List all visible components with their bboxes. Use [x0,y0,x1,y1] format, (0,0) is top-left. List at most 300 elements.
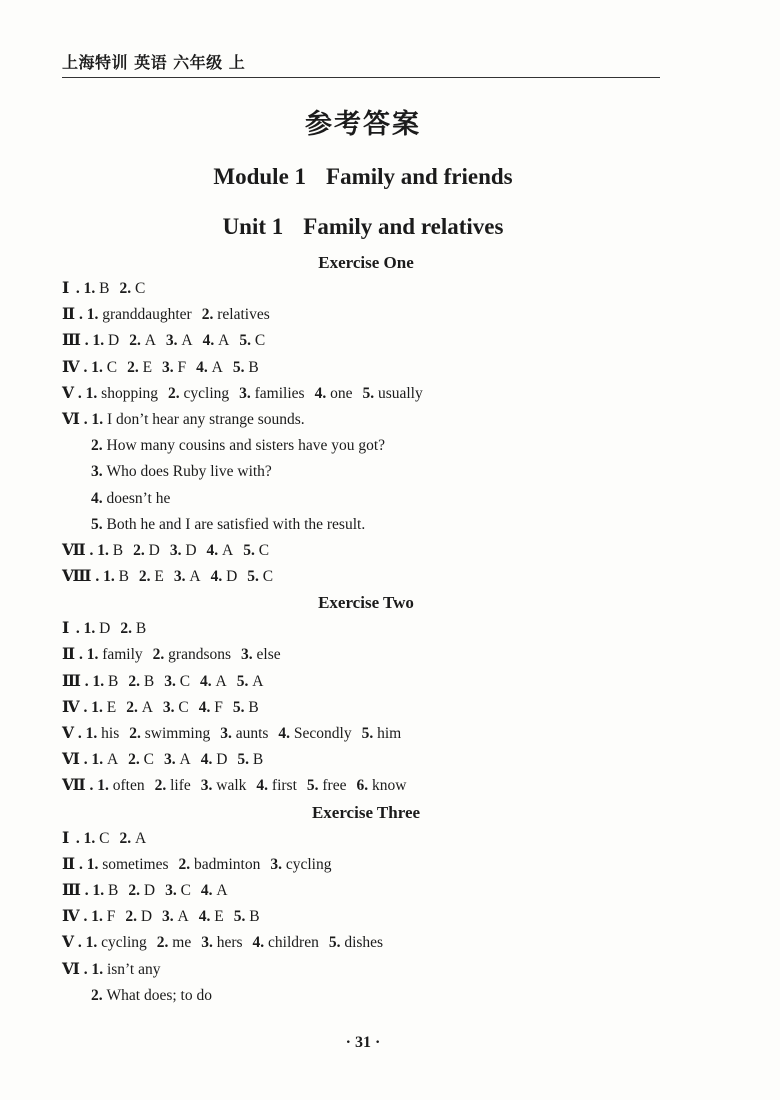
answer-line [62,983,702,1009]
answer-item: 3. C [165,881,191,899]
question-number: 1 [92,881,101,899]
answer-text: A [252,672,264,690]
answer-text: hers [216,934,243,952]
question-number: 5 [306,777,315,795]
answer-item: 2. D [128,881,156,899]
answer-text: life [170,777,191,795]
question-number: 3 [162,908,170,926]
answer-text: E [154,568,164,586]
answer-text: D [185,541,197,559]
answer-item: 4. A [206,541,234,559]
section-numeral: Ⅴ [62,384,75,402]
section-numeral: Ⅲ [62,881,81,899]
answer-item: 1. E [91,698,117,716]
answer-item: 5. free [306,777,347,795]
answer-text: A [106,751,119,769]
answer-item: 2. E [138,568,164,586]
answer-text: A [211,358,223,376]
question-number: 5 [239,332,248,350]
section-numeral: Ⅵ [62,960,80,978]
question-number: 2 [129,332,137,350]
answer-item: 3. A [165,332,193,350]
answer-text: C [262,568,274,586]
question-number: 4 [198,908,207,926]
running-header: 上海特训 英语 六年级 上 [62,50,660,78]
answer-line [62,433,702,459]
answer-item: 2. A [129,332,156,350]
answer-line: Ⅵ . 1. I don’t hear any strange sounds. [62,407,702,433]
question-number: 2 [91,437,99,455]
question-number: 3 [169,541,178,559]
question-number: 5 [232,698,241,716]
answer-item: 5. C [243,541,270,559]
unit-heading [0,214,726,240]
answer-line: Ⅵ . 1. isn’t any [62,957,702,983]
answer-item: 1. I don’t hear any strange sounds. [91,410,305,428]
question-number: 1 [92,332,101,350]
answer-text: A [179,751,191,769]
question-number: 2 [168,384,176,402]
answer-item: 5. him [361,725,402,742]
answer-text: cycling [285,855,332,873]
answer-item: 3. families [239,384,305,402]
question-number: 2 [156,934,165,952]
page-number: · 31 · [345,1034,381,1051]
question-number: 5 [91,515,99,533]
question-number: 2 [154,777,163,795]
question-number: 2 [152,646,161,664]
question-number: 2 [119,280,128,297]
exercise-title: Exercise Two [318,593,414,613]
answer-text: first [271,777,297,795]
answer-line: Ⅳ . 1. F 2. D 3. A 4. E 5. B [62,904,702,930]
question-number: 2 [201,306,210,324]
section-numeral: Ⅳ [62,698,80,716]
question-number: 2 [119,829,128,847]
question-number: 1 [91,960,100,978]
unit-label: Unit 1 [222,214,284,239]
answer-text: How many cousins and sisters have you got? [106,437,386,455]
answer-item: 3. D [169,541,197,559]
question-number: 1 [91,410,100,428]
question-number: 1 [86,306,95,324]
answer-text: C [178,698,189,716]
section-numeral: Ⅰ [62,829,70,847]
question-number: 3 [220,725,228,742]
answer-text: A [222,541,234,559]
answer-text: Who does Ruby live with? [106,463,272,481]
answer-item: 5. C [247,568,274,586]
answer-item: 1. B [103,568,129,586]
answer-text: family [102,646,143,664]
answer-text: D [108,332,120,350]
question-number: 1 [97,541,106,559]
answer-item: 4. D [210,568,238,586]
answer-text: Both he and I are satisfied with the result. [106,515,366,533]
answer-item: 5. C [239,332,266,350]
question-number: 5 [362,384,371,402]
answer-text: A [141,698,153,716]
question-number: 3 [201,934,209,952]
answer-item: 2. B [128,672,155,690]
question-number: 5 [328,934,337,952]
answer-line: Ⅰ . 1. C 2. A [62,826,702,852]
answer-text: isn’t any [106,960,161,978]
answer-item: 1. C [91,358,118,376]
answer-item: 5. A [236,672,264,690]
question-number: 1 [91,358,99,376]
answer-item: 4. A [200,672,227,690]
answer-item: 2. D [133,541,160,559]
answer-item: 1. D [92,332,120,350]
section-numeral: Ⅰ [62,620,70,638]
answer-text: A [218,332,230,350]
answer-text: D [140,908,153,926]
answer-item: 4. one [314,384,353,402]
answer-line: Ⅱ . 1. sometimes 2. badminton 3. cycling [62,852,702,878]
answer-item: 2. C [128,751,154,769]
question-number: 2 [133,541,141,559]
question-number: 4 [200,672,208,690]
answer-line [62,459,702,485]
answer-item: 3. aunts [220,725,269,742]
answer-item: 2. How many cousins and sisters have you got? [91,437,386,455]
answer-item: 5. dishes [328,934,384,952]
answer-text: usually [377,384,423,402]
answer-item: 1. often [97,777,145,795]
answer-item: 4. children [252,934,319,952]
answer-text: F [177,358,187,376]
answer-text: him [377,725,402,742]
answer-text: F [106,908,116,926]
answer-item: 1. isn’t any [91,960,161,978]
answer-text: aunts [235,725,269,742]
answer-item: 1. B [92,881,119,899]
answer-item: 3. C [162,698,189,716]
answer-text: C [258,541,270,559]
answer-text: F [214,698,223,716]
answer-item: 5. B [232,358,259,376]
question-number: 2 [128,881,137,899]
answer-text: swimming [144,725,211,742]
answer-text: B [249,908,260,926]
question-number: 3 [164,672,172,690]
answer-line: Ⅲ . 1. D 2. A 3. A 4. A 5. C [62,328,702,354]
question-number: 1 [91,908,99,926]
question-number: 4 [198,698,207,716]
question-number: 5 [236,672,245,690]
answer-line [62,512,702,538]
answer-text: E [106,698,117,716]
section-numeral: Ⅶ [62,777,86,795]
question-number: 4 [206,541,215,559]
answer-text: cycling [101,934,147,952]
answer-line: Ⅱ . 1. granddaughter 2. relatives [62,302,702,328]
answer-text: often [112,777,145,795]
question-number: 3 [173,568,182,586]
answer-line: Ⅴ . 1. cycling 2. me 3. hers 4. children 5. dishes [62,930,702,956]
answer-item: 1. shopping [85,384,158,402]
question-number: 1 [86,646,95,664]
answer-item: 3. A [164,751,191,769]
answer-text: What does; to do [106,986,212,1004]
module-heading [0,164,726,190]
answer-line: Ⅷ . 1. B 2. E 3. A 4. D 5. C [62,564,702,590]
answer-item: 3. Who does Ruby live with? [91,463,272,481]
question-number: 3 [91,463,99,481]
answer-item: 3. cycling [270,855,332,873]
answer-text: B [248,698,259,716]
answer-text: C [134,280,146,297]
answer-text: B [135,620,147,638]
answer-item: 2. me [156,934,192,952]
answer-text: relatives [217,306,270,324]
answer-text: C [254,332,266,350]
answer-item: 3. F [162,358,187,376]
section-numeral: Ⅴ [62,725,75,742]
answer-line: Ⅲ . 1. B 2. B 3. C 4. A 5. A [62,669,702,695]
question-number: 6 [356,777,365,795]
answer-item: 4. A [196,358,223,376]
answer-text: else [256,646,281,664]
answer-item: 5. usually [362,384,423,402]
question-number: 1 [85,725,94,742]
question-number: 1 [91,751,100,769]
section-numeral: Ⅱ [62,646,76,664]
question-number: 3 [165,332,174,350]
question-number: 1 [91,698,99,716]
answer-item: 1. cycling [85,934,147,952]
answer-text: C [143,751,154,769]
answer-line: Ⅴ . 1. his 2. swimming 3. aunts 4. Secondly 5. him [62,721,702,747]
answer-text: B [108,672,119,690]
question-number: 4 [210,568,219,586]
answer-text: dishes [344,934,384,952]
question-number: 1 [85,934,94,952]
answer-text: E [142,358,153,376]
answer-item: 2. cycling [168,384,230,402]
answer-line: Ⅰ . 1. D 2. B [62,616,702,642]
page-title: 参考答案 [305,109,421,140]
answer-text: A [177,908,189,926]
section-numeral: Ⅳ [62,358,80,376]
section-numeral: Ⅵ [62,751,80,769]
section-numeral: Ⅱ [62,306,76,324]
answer-item: 2. badminton [178,855,261,873]
answer-text: walk [216,777,247,795]
question-number: 4 [200,751,209,769]
exercise-title: Exercise One [318,253,414,272]
answer-text: B [108,881,119,899]
question-number: 3 [162,698,171,716]
question-number: 4 [196,358,204,376]
answer-text: D [143,881,156,899]
answer-item: 2. D [125,908,153,926]
answer-text: A [216,881,228,899]
answer-text: Secondly [293,725,352,742]
question-number: 4 [200,881,209,899]
answer-text: me [172,934,192,952]
question-number: 2 [178,855,187,873]
section-numeral: Ⅰ [62,280,70,297]
question-number: 3 [165,881,173,899]
question-number: 4 [202,332,211,350]
answer-line: Ⅳ . 1. E 2. A 3. C 4. F 5. B [62,695,702,721]
answer-text: free [322,777,347,795]
answer-item: 1. B [92,672,119,690]
answer-text: sometimes [102,855,169,873]
answer-item: 2. E [127,358,153,376]
answer-item: 4. F [198,698,223,716]
question-number: 1 [85,384,94,402]
answer-text: families [254,384,305,402]
answer-text: C [180,881,191,899]
question-number: 3 [241,646,249,664]
answer-text: D [99,620,111,638]
section-numeral: Ⅷ [62,568,92,586]
question-number: 2 [91,986,99,1004]
answer-item: 3. walk [200,777,247,795]
section-numeral: Ⅱ [62,855,76,873]
question-number: 1 [92,672,101,690]
answer-text: children [268,934,319,952]
question-number: 1 [83,620,92,638]
answer-item: 4. first [256,777,297,795]
answer-text: I don’t hear any strange sounds. [106,410,305,428]
answer-text: B [252,751,264,769]
question-number: 5 [243,541,251,559]
answer-item: 4. E [198,908,224,926]
answer-text: doesn’t he [106,489,171,507]
question-number: 1 [83,280,92,297]
question-number: 5 [233,908,242,926]
question-number: 2 [128,751,136,769]
answer-item: 1. D [83,620,111,638]
answer-text: E [214,908,224,926]
answer-item: 5. B [237,751,264,769]
answer-item: 3. else [241,646,281,664]
answer-text: one [330,384,353,402]
answer-item: 2. B [120,620,147,638]
answer-text: A [134,829,147,847]
answer-item: 1. A [91,751,119,769]
answer-item: 4. A [200,881,228,899]
answer-line: Ⅱ . 1. family 2. grandsons 3. else [62,642,702,668]
answer-text: D [216,751,228,769]
question-number: 1 [86,855,95,873]
answer-item: 6. know [356,777,407,795]
answer-item: 1. F [91,908,116,926]
question-number: 2 [127,358,135,376]
answer-item: 1. sometimes [86,855,169,873]
answer-content [62,250,702,1009]
section-numeral: Ⅴ [62,934,75,952]
question-number: 2 [120,620,129,638]
answer-item: 2. life [154,777,191,795]
section-numeral: Ⅶ [62,541,86,559]
unit-name: Family and relatives [303,214,504,239]
question-number: 5 [237,751,246,769]
answer-line: Ⅵ . 1. A 2. C 3. A 4. D 5. B [62,747,702,773]
question-number: 4 [278,725,287,742]
answer-text: grandsons [168,646,232,664]
answer-item: 2. A [126,698,153,716]
answer-text: B [118,568,129,586]
question-number: 5 [361,725,370,742]
answer-text: his [101,725,120,742]
answer-item: 2. What does; to do [91,986,212,1004]
section-numeral: Ⅲ [62,672,81,690]
answer-text: C [106,358,118,376]
question-number: 1 [97,777,106,795]
answer-item: 2. A [119,829,147,847]
answer-text: granddaughter [102,306,192,324]
answer-text: A [215,672,227,690]
answer-line: Ⅲ . 1. B 2. D 3. C 4. A [62,878,702,904]
module-label: Module 1 [213,164,307,189]
answer-text: D [148,541,160,559]
answer-item: 2. swimming [129,725,211,742]
question-number: 2 [126,698,134,716]
question-number: 2 [128,672,137,690]
answer-item: 3. A [162,908,189,926]
answer-item: 5. B [233,908,260,926]
question-number: 3 [239,384,247,402]
answer-line: Ⅶ . 1. often 2. life 3. walk 4. first 5. free 6. know [62,773,702,799]
answer-item: 2. C [119,280,146,297]
answer-text: C [99,829,110,847]
answer-text: shopping [101,384,158,402]
answer-line: Ⅳ . 1. C 2. E 3. F 4. A 5. B [62,355,702,381]
question-number: 3 [270,855,279,873]
answer-item: 1. C [83,829,110,847]
question-number: 4 [314,384,323,402]
answer-text: cycling [183,384,230,402]
answer-item: 3. A [173,568,201,586]
answer-item: 2. grandsons [152,646,232,664]
question-number: 3 [200,777,209,795]
answer-text: B [143,672,155,690]
answer-text: C [179,672,191,690]
answer-text: B [248,358,259,376]
answer-text: A [181,332,193,350]
answer-line [62,486,702,512]
answer-item: 5. Both he and I are satisfied with the result. [91,515,366,533]
question-number: 1 [103,568,111,586]
answer-item: 4. A [202,332,230,350]
answer-text: B [99,280,110,297]
question-number: 5 [247,568,256,586]
question-number: 3 [164,751,172,769]
answer-item: 2. relatives [201,306,270,324]
answer-item: 1. B [83,280,110,297]
section-numeral: Ⅲ [62,332,81,350]
question-number: 3 [162,358,170,376]
answer-text: A [144,332,156,350]
answer-item: 4. D [200,751,228,769]
question-number: 5 [232,358,241,376]
question-number: 1 [83,829,92,847]
answer-text: A [189,568,201,586]
answer-text: B [112,541,124,559]
answer-line: Ⅴ . 1. shopping 2. cycling 3. families 4. one 5. usually [62,381,702,407]
answer-item: 1. granddaughter [86,306,192,324]
answer-item: 3. C [164,672,191,690]
section-numeral: Ⅳ [62,908,80,926]
module-name: Family and friends [326,164,513,189]
question-number: 2 [129,725,137,742]
answer-item: 3. hers [201,934,243,952]
